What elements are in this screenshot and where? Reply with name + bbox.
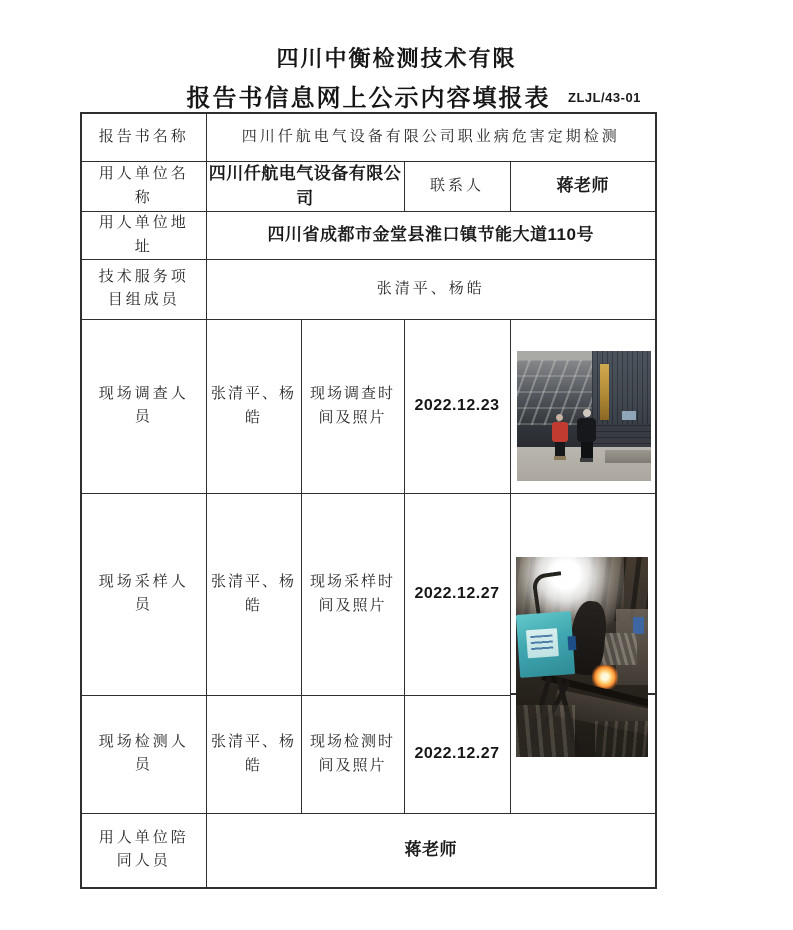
employer-address-row (81, 212, 656, 260)
sampling-photo-cell (510, 493, 656, 813)
testing-personnel: 张清平、杨皓 (206, 695, 301, 813)
floor-clutter (595, 721, 648, 757)
testing-label: 现场检测人员 (81, 695, 206, 813)
sampling-pump (516, 611, 575, 678)
project-team-row (81, 259, 656, 319)
pump-port (568, 636, 577, 651)
site-survey-photo (517, 351, 651, 481)
person-torso (577, 418, 596, 442)
employer-name-label: 用人单位名称 (81, 162, 206, 212)
survey-photo-cell (510, 319, 656, 493)
gold-signboard (600, 364, 609, 420)
person-legs (581, 442, 593, 458)
survey-date: 2022.12.23 (404, 319, 510, 493)
site-survey-row (81, 319, 656, 493)
report-info-table (80, 112, 657, 889)
blue-equipment-box (633, 617, 644, 634)
person-legs (555, 442, 565, 456)
report-name-label: 报告书名称 (81, 113, 206, 162)
pump-label-text (531, 635, 554, 653)
report-name-row (81, 113, 656, 162)
curb-steps (605, 450, 651, 463)
sampling-time-label: 现场采样时间及照片 (301, 493, 404, 695)
person-head (556, 414, 563, 421)
roof-edge (517, 351, 595, 360)
floor-clutter (516, 705, 575, 757)
person-torso (552, 422, 568, 442)
employer-name-row (81, 162, 656, 212)
sampling-label: 现场采样人员 (81, 493, 206, 695)
survey-label: 现场调查人员 (81, 319, 206, 493)
welding-sparks (592, 665, 618, 689)
testing-time-label: 现场检测时间及照片 (301, 695, 404, 813)
survey-personnel: 张清平、杨皓 (206, 319, 301, 493)
project-team-label: 技术服务项目组成员 (81, 259, 206, 319)
employer-escort-row (81, 813, 656, 888)
sampling-personnel: 张清平、杨皓 (206, 493, 301, 695)
blue-signboard (622, 411, 636, 420)
form-number: ZLJL/43-01 (568, 90, 641, 105)
person-red-jacket (551, 414, 568, 460)
employer-address-value: 四川省成都市金堂县淮口镇节能大道110号 (206, 212, 656, 260)
survey-time-label: 现场调查时间及照片 (301, 319, 404, 493)
person-feet (554, 456, 566, 460)
contact-label: 联系人 (404, 162, 510, 212)
pump-label (526, 628, 559, 658)
employer-address-label: 用人单位地址 (81, 212, 206, 260)
contact-value: 蒋老师 (510, 162, 656, 212)
person-head (583, 409, 591, 417)
person-feet (580, 458, 593, 462)
person-black-jacket (577, 409, 597, 462)
testing-date: 2022.12.27 (404, 695, 510, 813)
escort-label: 用人单位陪同人员 (81, 813, 206, 888)
site-sampling-row (81, 493, 656, 695)
sampling-date: 2022.12.27 (404, 493, 510, 695)
form-title: 报告书信息网上公示内容填报表 (186, 85, 551, 112)
company-title: 四川中衡检测技术有限 (276, 46, 517, 71)
project-team-value: 张清平、杨皓 (206, 259, 656, 319)
report-name-value: 四川仟航电气设备有限公司职业病危害定期检测 (206, 113, 656, 162)
employer-name-value: 四川仟航电气设备有限公司 (206, 162, 404, 212)
site-sampling-photo (516, 557, 648, 757)
escort-value: 蒋老师 (206, 813, 656, 888)
